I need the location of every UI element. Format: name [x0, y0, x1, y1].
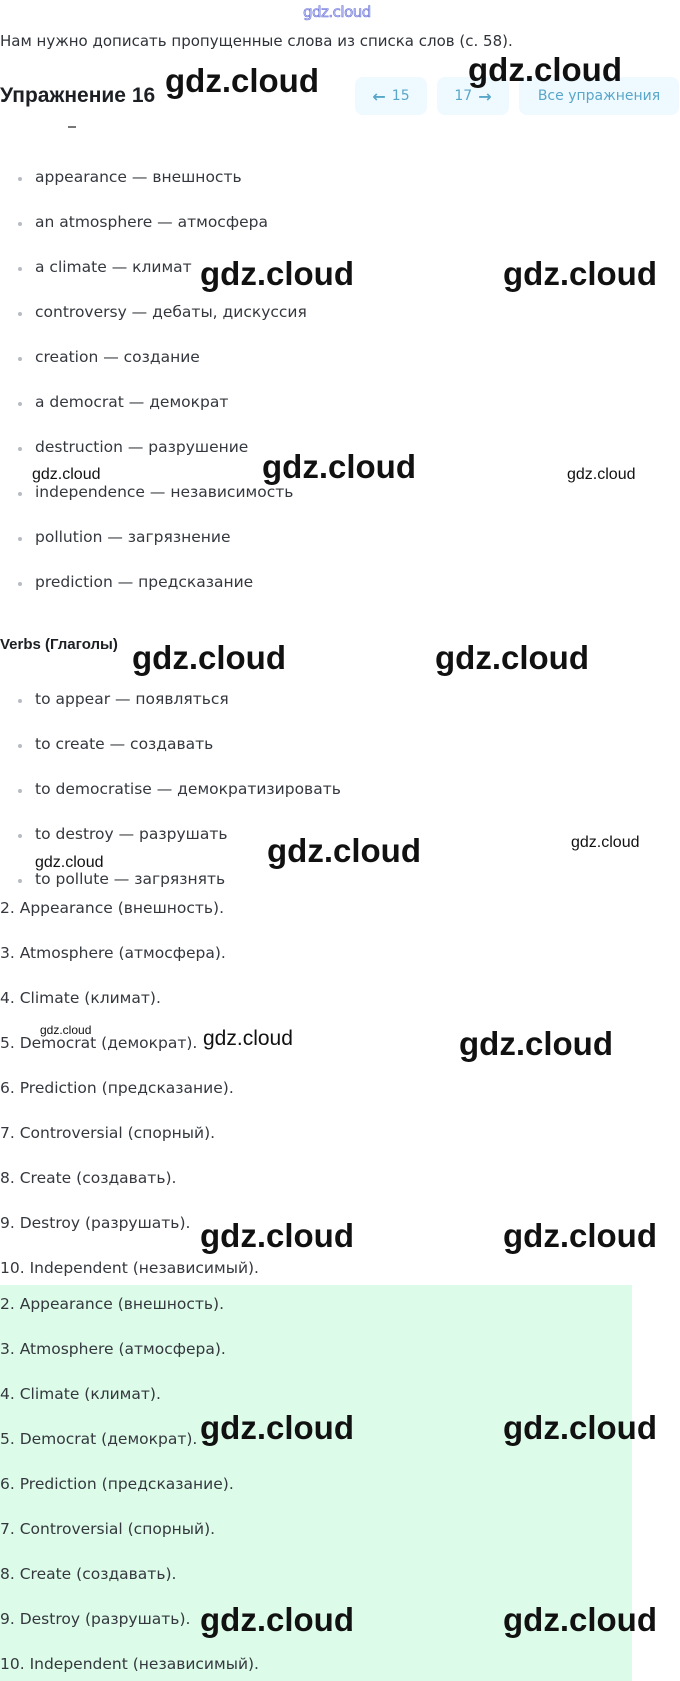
answer-item: 10. Independent (независимый).	[0, 1259, 259, 1277]
watermark: gdz.cloud	[203, 1027, 293, 1050]
answer-item: 5. Democrat (демократ).	[0, 1430, 198, 1448]
answer-item: 4. Climate (климат).	[0, 1385, 161, 1403]
watermark: gdz.cloud	[32, 466, 101, 483]
watermark: gdz.cloud	[262, 448, 416, 485]
answer-item: 4. Climate (климат).	[0, 989, 161, 1007]
bullet-icon	[18, 834, 22, 838]
bullet-icon	[18, 744, 22, 748]
watermark: gdz.cloud	[435, 639, 589, 676]
answer-item: 9. Destroy (разрушать).	[0, 1610, 191, 1628]
watermark: gdz.cloud	[503, 1409, 657, 1446]
answer-item: 9. Destroy (разрушать).	[0, 1214, 191, 1232]
watermark: gdz.cloud	[200, 255, 354, 292]
bullet-icon	[18, 267, 22, 271]
watermark: gdz.cloud	[503, 1601, 657, 1638]
answer-item: 7. Controversial (спорный).	[0, 1520, 216, 1538]
exercise-title: Упражнение 16	[0, 84, 156, 107]
watermark: gdz.cloud	[200, 1217, 354, 1254]
bullet-icon	[18, 177, 22, 181]
watermark: gdz.cloud	[267, 832, 421, 869]
watermark: gdz.cloud	[459, 1025, 613, 1062]
watermark: gdz.cloud	[35, 854, 104, 871]
answer-item: 2. Appearance (внешность).	[0, 1295, 225, 1313]
bullet-icon	[18, 699, 22, 703]
answer-item: 6. Prediction (предсказание).	[0, 1079, 234, 1097]
bullet-icon	[18, 789, 22, 793]
arrow-right-icon: →	[478, 86, 492, 106]
arrow-left-icon: ←	[372, 86, 386, 106]
site-logo[interactable]: gdz.cloud	[303, 3, 371, 21]
all-exercises-label: Все упражнения	[537, 88, 661, 104]
answer-item: 8. Create (создавать).	[0, 1169, 177, 1187]
answer-item: 6. Prediction (предсказание).	[0, 1475, 234, 1493]
bullet-icon	[18, 222, 22, 226]
bullet-icon	[18, 447, 22, 451]
bullet-icon	[18, 879, 22, 883]
watermark: gdz.cloud	[567, 466, 636, 483]
watermark: gdz.cloud	[503, 1217, 657, 1254]
bullet-icon	[18, 402, 22, 406]
next-exercise-label: 17	[454, 88, 473, 104]
watermark: gdz.cloud	[571, 834, 640, 851]
watermark: gdz.cloud	[200, 1601, 354, 1638]
answer-item: 8. Create (создавать).	[0, 1565, 177, 1583]
answer-item: 2. Appearance (внешность).	[0, 899, 225, 917]
answer-item: 3. Atmosphere (атмосфера).	[0, 1340, 226, 1358]
intro-text: Нам нужно дописать пропущенные слова из списка слов (с. 58).	[0, 32, 513, 50]
watermark: gdz.cloud	[132, 639, 286, 676]
prev-exercise-button[interactable]	[355, 77, 427, 115]
cropped-text-remnant	[68, 120, 76, 128]
bullet-icon	[18, 492, 22, 496]
bullet-icon	[18, 357, 22, 361]
answer-item: 5. Democrat (демократ).	[0, 1034, 198, 1052]
bullet-icon	[18, 537, 22, 541]
prev-exercise-label: 15	[391, 88, 410, 104]
bullet-icon	[18, 312, 22, 316]
watermark: gdz.cloud	[468, 51, 622, 88]
verbs-heading: Verbs (Глаголы)	[0, 636, 118, 653]
watermark: gdz.cloud	[165, 62, 319, 99]
bullet-icon	[18, 582, 22, 586]
watermark: gdz.cloud	[503, 255, 657, 292]
watermark: gdz.cloud	[40, 1023, 92, 1037]
answer-item: 3. Atmosphere (атмосфера).	[0, 944, 226, 962]
answer-item: 10. Independent (независимый).	[0, 1655, 259, 1673]
watermark: gdz.cloud	[200, 1409, 354, 1446]
answer-item: 7. Controversial (спорный).	[0, 1124, 216, 1142]
